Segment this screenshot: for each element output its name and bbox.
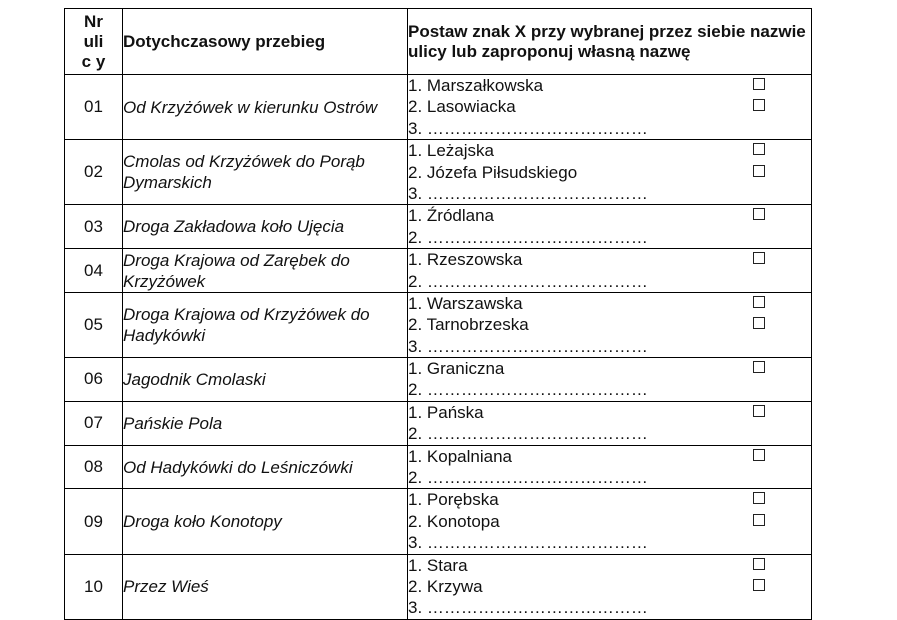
row-number: 10 [65, 554, 123, 619]
street-name-options [408, 554, 812, 619]
option-label: 1. Kopalniana [408, 446, 512, 466]
street-name-option [408, 358, 811, 379]
row-number: 06 [65, 358, 123, 402]
option-label: 1. Źródlana [408, 206, 494, 226]
option-label: 2. ………………………………… [408, 424, 648, 444]
street-name-option [408, 402, 811, 423]
option-label: 1. Marszałkowska [408, 76, 544, 95]
table-row [65, 358, 812, 402]
option-label: 1. Rzeszowska [408, 250, 523, 270]
option-checkbox[interactable] [753, 361, 765, 373]
option-checkbox[interactable] [753, 143, 765, 155]
header-route: Dotychczasowy przebieg [123, 9, 408, 75]
table-row [65, 401, 812, 445]
option-label: 1. Leżajska [408, 141, 494, 161]
street-name-option [408, 489, 811, 510]
option-label: 2. ………………………………… [408, 380, 648, 400]
option-label: 1. Graniczna [408, 359, 505, 379]
option-checkbox[interactable] [753, 558, 765, 570]
street-name-option [408, 205, 811, 226]
table-row [65, 249, 812, 293]
option-checkbox[interactable] [753, 78, 765, 90]
street-name-options [408, 445, 812, 489]
table-row [65, 140, 812, 205]
option-label: 3. ………………………………… [408, 183, 648, 203]
row-number: 03 [65, 205, 123, 249]
street-name-option [408, 576, 811, 597]
street-name-option [408, 162, 811, 183]
route-description: Droga Zakładowa koło Ujęcia [123, 205, 408, 249]
street-name-options [408, 205, 812, 249]
proposal-blank-line[interactable] [408, 467, 811, 488]
option-checkbox[interactable] [753, 99, 765, 111]
street-name-option [408, 140, 811, 161]
option-checkbox[interactable] [753, 208, 765, 220]
option-label: 1. Stara [408, 555, 468, 575]
option-checkbox[interactable] [753, 579, 765, 591]
option-label: 3. ………………………………… [408, 118, 648, 138]
proposal-blank-line[interactable] [408, 532, 811, 553]
street-name-option [408, 249, 811, 270]
route-description: Pańskie Pola [123, 401, 408, 445]
proposal-blank-line[interactable] [408, 183, 811, 204]
street-name-option [408, 511, 811, 532]
option-checkbox[interactable] [753, 492, 765, 504]
option-checkbox[interactable] [753, 252, 765, 264]
street-name-options [408, 489, 812, 554]
row-number: 02 [65, 140, 123, 205]
proposal-blank-line[interactable] [408, 336, 811, 357]
option-label: 2. Lasowiacka [408, 97, 516, 117]
row-number: 04 [65, 249, 123, 293]
route-description: Cmolas od Krzyżówek do Porąb Dymarskich [123, 140, 408, 205]
option-checkbox[interactable] [753, 165, 765, 177]
option-label: 2. ………………………………… [408, 271, 648, 291]
proposal-blank-line[interactable] [408, 118, 811, 139]
street-name-option [408, 293, 811, 314]
street-name-options [408, 292, 812, 357]
option-checkbox[interactable] [753, 449, 765, 461]
row-number: 05 [65, 292, 123, 357]
street-name-option [408, 555, 811, 576]
route-description: Droga koło Konotopy [123, 489, 408, 554]
street-name-options [408, 249, 812, 293]
row-number: 08 [65, 445, 123, 489]
row-number: 09 [65, 489, 123, 554]
option-checkbox[interactable] [753, 405, 765, 417]
table-row [65, 489, 812, 554]
proposal-blank-line[interactable] [408, 597, 811, 618]
header-row [65, 9, 812, 75]
option-label: 3. ………………………………… [408, 533, 648, 553]
option-label: 1. Warszawska [408, 293, 523, 313]
option-label: 3. ………………………………… [408, 336, 648, 356]
table-row [65, 292, 812, 357]
street-name-options [408, 140, 812, 205]
option-label: 2. ………………………………… [408, 468, 648, 488]
header-options: Postaw znak X przy wybranej przez siebie nazwie ulicy lub zaproponuj własną nazwę [408, 9, 812, 75]
street-name-option [408, 75, 811, 96]
street-name-option [408, 314, 811, 335]
proposal-blank-line[interactable] [408, 271, 811, 292]
option-label: 3. ………………………………… [408, 598, 648, 618]
route-description: Od Hadykówki do Leśniczówki [123, 445, 408, 489]
route-description: Jagodnik Cmolaski [123, 358, 408, 402]
option-label: 2. Tarnobrzeska [408, 315, 529, 335]
proposal-blank-line[interactable] [408, 227, 811, 248]
table-row [65, 554, 812, 619]
row-number: 07 [65, 401, 123, 445]
header-nr-text: Nr ulic y [81, 11, 106, 71]
table-row [65, 75, 812, 140]
street-name-options [408, 358, 812, 402]
street-name-option [408, 446, 811, 467]
route-description: Droga Krajowa od Zarębek do Krzyżówek [123, 249, 408, 293]
row-number: 01 [65, 75, 123, 140]
street-name-options [408, 75, 812, 140]
table-row [65, 205, 812, 249]
option-label: 2. Konotopa [408, 511, 500, 531]
route-description: Przez Wieś [123, 554, 408, 619]
option-checkbox[interactable] [753, 514, 765, 526]
proposal-blank-line[interactable] [408, 423, 811, 444]
option-label: 1. Pańska [408, 402, 484, 422]
street-name-option [408, 96, 811, 117]
route-description: Droga Krajowa od Krzyżówek do Hadykówki [123, 292, 408, 357]
option-label: 2. ………………………………… [408, 227, 648, 247]
option-checkbox[interactable] [753, 317, 765, 329]
header-nr [65, 9, 123, 75]
street-name-options [408, 401, 812, 445]
option-label: 1. Porębska [408, 490, 499, 510]
street-name-form-table [64, 8, 812, 620]
option-checkbox[interactable] [753, 296, 765, 308]
table-row [65, 445, 812, 489]
option-label: 2. Józefa Piłsudskiego [408, 162, 578, 182]
option-label: 2. Krzywa [408, 576, 483, 596]
table-body [65, 75, 812, 620]
proposal-blank-line[interactable] [408, 379, 811, 400]
route-description: Od Krzyżówek w kierunku Ostrów [123, 75, 408, 140]
